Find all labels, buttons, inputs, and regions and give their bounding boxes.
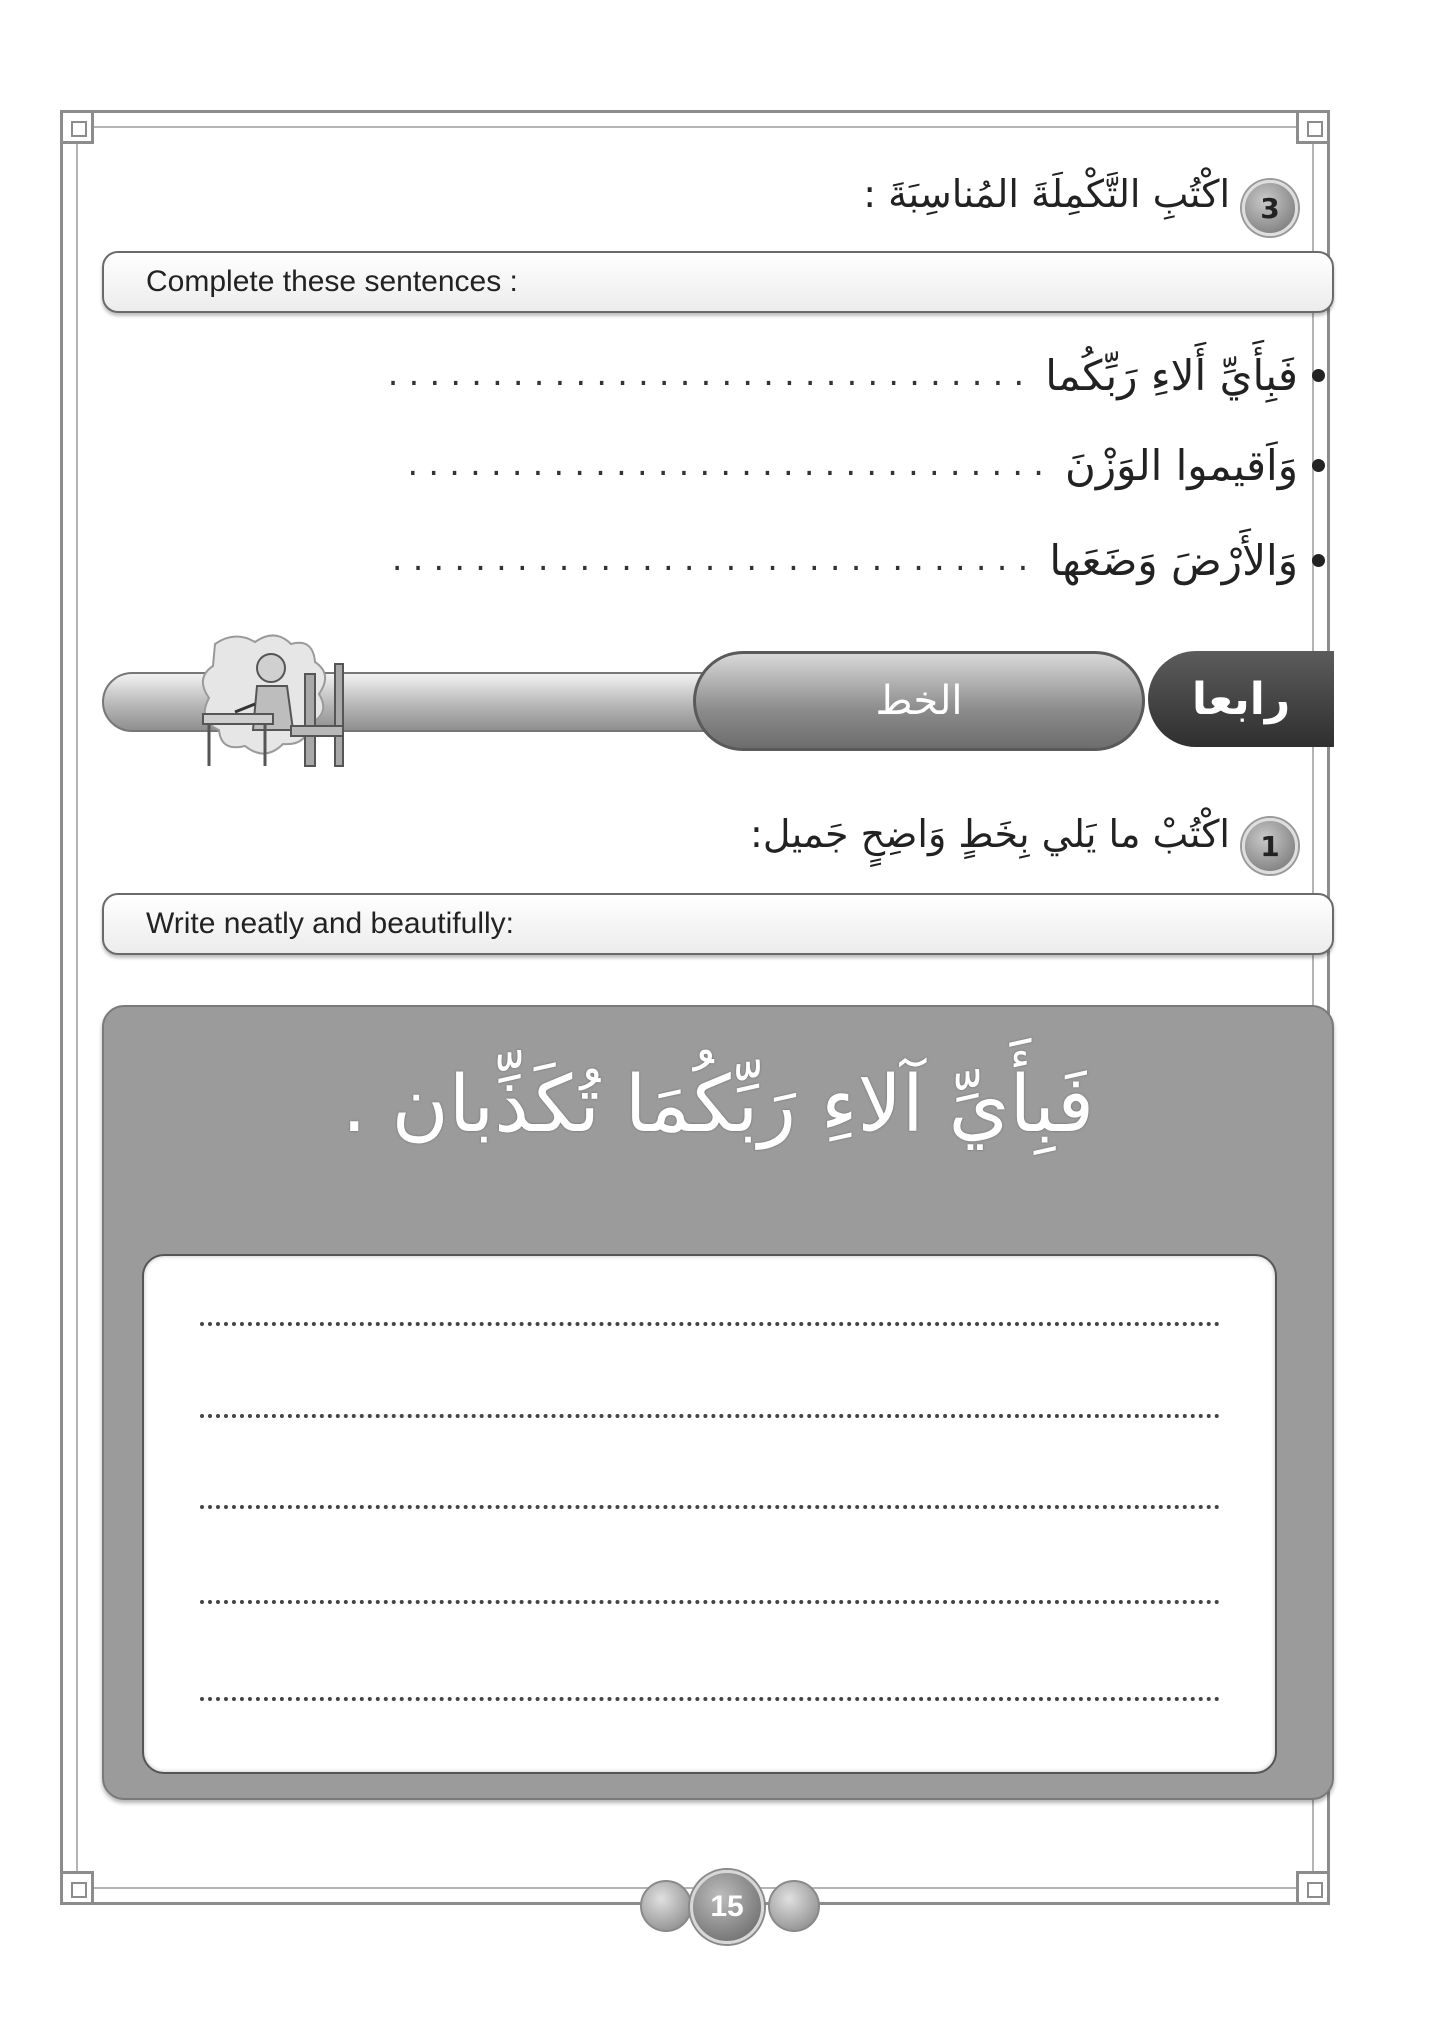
exercise-1-instruction <box>102 893 1334 955</box>
model-sentence: فَبِأَيِّ آلاءِ رَبِّكُمَا تُكَذِّبان . <box>341 1060 1095 1150</box>
child-writing-illustration-icon <box>195 634 347 770</box>
sentence-3 <box>389 530 1325 590</box>
writing-line-4[interactable] <box>200 1600 1220 1604</box>
exercise-3-instruction <box>102 251 1334 313</box>
sentence-3-blank[interactable]: ............................... <box>388 543 1036 577</box>
sentence-2-blank[interactable]: ............................... <box>404 448 1051 482</box>
sentence-2 <box>404 435 1325 495</box>
section-title: الخط <box>875 678 963 724</box>
exercise-3-heading: اكْتُبِ التَّكْمِلَةَ المُناسِبَةَ : <box>863 172 1230 216</box>
sentence-2-text: وَاَقيموا الوَزْنَ <box>1065 440 1298 490</box>
bullet-icon <box>1312 554 1325 567</box>
frame-corner-bottom-right <box>1296 1871 1330 1905</box>
writing-line-5[interactable] <box>200 1697 1220 1701</box>
bullet-icon <box>1312 369 1325 382</box>
frame-corner-top-right <box>1296 110 1330 144</box>
writing-area[interactable] <box>142 1254 1277 1774</box>
section-title-pill <box>693 651 1145 751</box>
page-number: 15 <box>690 1870 764 1944</box>
sentence-1-text: فَبِأَيِّ أَلاءِ رَبِّكُما <box>1045 350 1298 400</box>
frame-corner-bottom-left <box>60 1871 94 1905</box>
writing-line-3[interactable] <box>200 1505 1220 1509</box>
bullet-icon <box>1312 459 1325 472</box>
sentence-1 <box>385 345 1325 405</box>
writing-line-2[interactable] <box>200 1414 1220 1418</box>
exercise-1-heading: اكْتُبْ ما يَلي بِخَطٍ وَاضِحٍ جَميل: <box>750 812 1230 856</box>
exercise-3-instruction-text: Complete these sentences : <box>146 265 518 298</box>
page-number-ornament-left <box>640 1880 692 1932</box>
exercise-1-instruction-text: Write neatly and beautifully: <box>146 907 514 940</box>
sentence-3-text: وَالأَرْضَ وَضَعَها <box>1049 535 1298 585</box>
section-ordinal: رابعا <box>1191 673 1291 725</box>
exercise-1-number-badge: 1 <box>1242 818 1298 874</box>
page-number-ornament-right <box>768 1880 820 1932</box>
frame-corner-top-left <box>60 110 94 144</box>
exercise-3-number-badge: 3 <box>1242 180 1298 236</box>
writing-line-1[interactable] <box>200 1322 1220 1326</box>
sentence-1-blank[interactable]: ............................... <box>384 358 1032 392</box>
section-ordinal-tag <box>1148 651 1334 747</box>
